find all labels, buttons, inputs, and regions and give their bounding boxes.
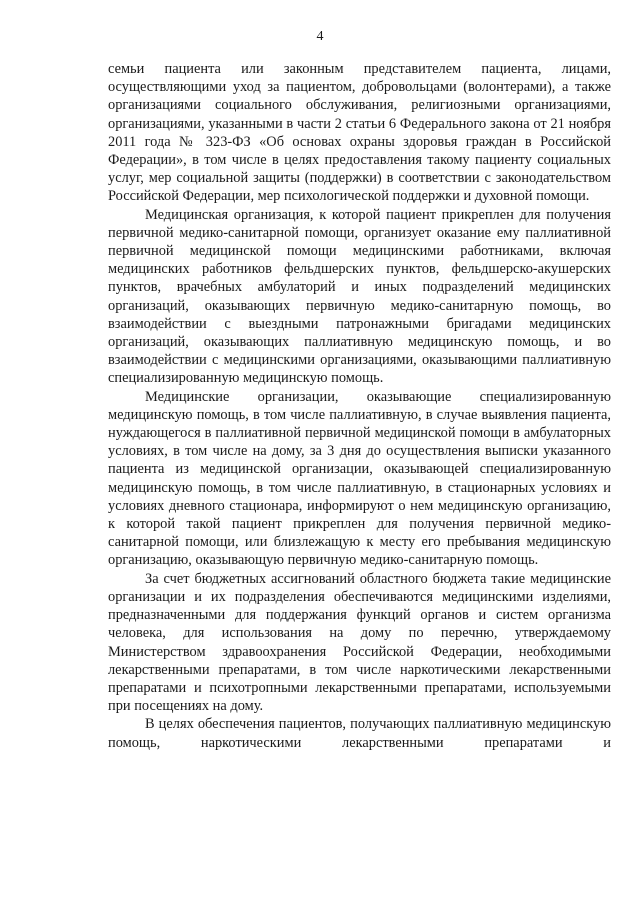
page-number: 4 <box>316 29 324 44</box>
paragraph-budget-funding: За счет бюджетных ассигнований областного бюджета такие медицинские организации и их подразделения обеспечиваются медицинскими изделиями, предназначенными для поддержания функций органов и систем организма человека, для использования на дому по перечню, утверждаемому Министерством здравоохранения Российской Федерации, необходимыми лекарственными препаратами, в том числе наркотическими лекарственными препаратами и психотропными лекарственными препаратами, используемыми при посещениях на дому. <box>108 570 611 715</box>
document-body <box>108 60 611 752</box>
paragraph-specialized-care-notification: Медицинские организации, оказывающие специализированную медицинскую помощь, в том числе паллиативную, в случае выявления пациента, нуждающегося в паллиативной первичной медицинской помощи в амбулаторных условиях, в том числе на дому, за 3 дня до осуществления выписки указанного пациента из медицинской организации, оказывающей специализированную медицинскую помощь, в том числе паллиативную, в стационарных условиях и условиях дневного стационара, информируют о нем медицинскую организацию, к которой такой пациент прикреплен для получения первичной медико-санитарной помощи, или близлежащую к месту его пребывания медицинскую организацию, оказывающую первичную медико-санитарную помощь. <box>108 388 611 569</box>
paragraph-continued: семьи пациента или законным представителем пациента, лицами, осуществляющими уход за пациентом, добровольцами (волонтерами), а также организациями социального обслуживания, религиозными организациями, организациями, указанными в части 2 статьи 6 Федерального закона от 21 ноября 2011 года № 323-ФЗ «Об основах охраны здоровья граждан в Российской Федерации», в том числе в целях предоставления такому пациенту социальных услуг, мер социальной защиты (поддержки) в соответствии с законодательством Российской Федерации, мер психологической поддержки и духовной помощи. <box>108 61 611 205</box>
paragraph-narcotic-provision: В целях обеспечения пациентов, получающих паллиативную медицинскую помощь, наркотическими лекарственными препаратами и <box>108 716 611 751</box>
paragraph-palliative-primary-care: Медицинская организация, к которой пациент прикреплен для получения первичной медико-санитарной помощи, организует оказание ему паллиативной первичной медицинской помощи медицинскими работниками, включая медицинских работников фельдшерских пунктов, фельдшерско-акушерских пунктов, врачебных амбулаторий и иных подразделений медицинских организаций, оказывающих первичную медико-санитарную помощь, во взаимодействии с выездными патронажными бригадами медицинских организаций, оказывающих паллиативную медицинскую помощь, и во взаимодействии с медицинскими организациями, оказывающими паллиативную специализированную медицинскую помощь. <box>108 206 611 387</box>
